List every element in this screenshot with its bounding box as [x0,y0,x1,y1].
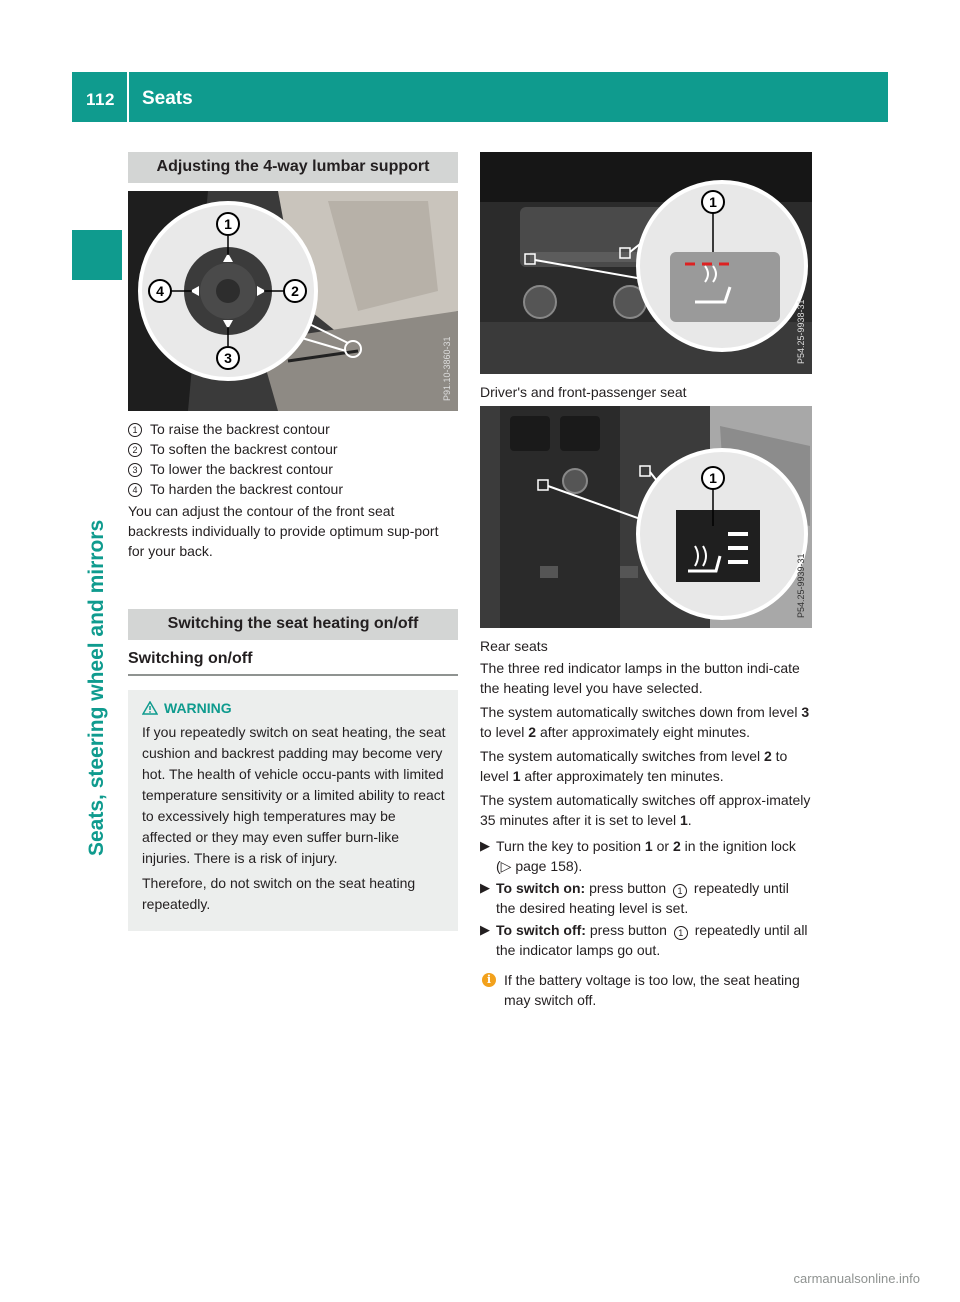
caption-rear: Rear seats [480,638,548,654]
lumbar-photo [128,191,458,411]
step-text [496,920,812,960]
text: after approximately ten minutes. [524,768,724,784]
paragraph-level-2 [480,746,812,786]
caption-front: Driver's and front-passenger seat [480,384,687,400]
warning-paragraph-2: Therefore, do not switch on the seat heating repeatedly. [142,875,416,912]
text: to level [480,724,525,740]
step-label: To switch on: [496,880,586,896]
text: press button [589,880,667,896]
item-text: To raise the backrest contour [150,421,330,437]
warning-icon [142,701,158,715]
left-column [128,152,458,931]
section-heading-heating: Switching the seat heating on/off [128,609,458,640]
item-text: To lower the backrest contour [150,461,333,477]
callout-rear: 1 [709,470,717,486]
text: . [687,812,692,828]
chapter-marker [72,230,122,280]
item-text: To harden the backrest contour [150,481,344,497]
rear-console-illustration [480,406,812,628]
text: repeatedly until the desired heating level is set. [496,880,789,916]
page-number: 112 [86,90,115,109]
page-title: Seats [142,88,193,109]
right-column [480,152,812,1010]
callout-3: 3 [224,350,232,366]
number-badge: 2 [128,443,142,457]
number-badge: 1 [673,884,687,898]
paragraph-level-3 [480,702,812,742]
watermark: carmanualsonline.info [793,1271,920,1286]
number-badge: 3 [128,463,142,477]
image-code-rear: P54.25-9939-31 [796,553,806,618]
image-code-front: P54.25-9938-31 [796,299,806,364]
step-text [496,878,812,918]
lumbar-body: You can adjust the contour of the front seat backrests individually to provide optimum sup-port for your back. [128,503,439,559]
subheading-on-off: Switching on/off [128,650,458,676]
text: press button [589,922,667,938]
page-ref-icon: ▷ [500,858,516,874]
lumbar-item-2 [128,439,458,459]
text: Turn the key to position [496,838,642,854]
lumbar-item-4 [128,479,458,499]
info-text: If the battery voltage is too low, the seat heating may switch off. [504,972,800,1008]
chapter-tab [72,336,122,856]
step-label: To switch off: [496,922,586,938]
level-value: 1 [679,812,688,828]
header-bar [72,72,888,122]
step-arrow-icon: ▶ [480,838,490,853]
step-text [496,836,812,876]
text: The system automatically switches from level [480,748,761,764]
text: or [656,838,670,854]
number-badge: 4 [128,483,142,497]
callout-2: 2 [291,283,299,299]
number-badge: 1 [674,926,688,940]
chapter-title: Seats, steering wheel and mirrors [85,519,108,856]
text: after approximately eight minutes. [539,724,751,740]
level-value: 3 [801,704,810,720]
step-switch-off [480,920,812,960]
number-badge: 1 [128,423,142,437]
text: The system automatically switches down from level [480,704,798,720]
level-value: 2 [528,724,537,740]
level-value: 1 [512,768,521,784]
item-text: To soften the backrest contour [150,441,338,457]
text: The system automatically switches off approx-imately 35 minutes after it is set to level [480,792,811,828]
position-value: 1 [644,838,653,854]
text: in the ignition lock ( [496,838,796,874]
info-note [480,970,812,1010]
page-reference-link[interactable]: page 158). [515,858,583,874]
image-code: P91.10-3860-31 [442,336,452,401]
level-value: 2 [763,748,772,764]
warning-title [142,700,448,716]
front-seat-photo [480,152,812,374]
front-console-illustration [480,152,812,374]
lumbar-item-1 [128,419,458,439]
step-turn-key [480,836,812,876]
warning-box [128,690,458,931]
warning-label: WARNING [164,700,232,716]
step-arrow-icon: ▶ [480,880,490,895]
paragraph-indicator-lamps: The three red indicator lamps in the button indi-cate the heating level you have selected. [480,660,800,696]
callout-front: 1 [709,194,717,210]
text: repeatedly until all the indicator lamps go out. [496,922,808,958]
warning-paragraph-1: If you repeatedly switch on seat heating, the seat cushion and backrest padding may become very hot. The health of vehicle occu-pants with limited temperature sensitivity or a limited ability to react to excessively high temperatures may be affected or they may even suffer burn-like injuries. There is a risk of injury. [142,724,446,866]
step-arrow-icon: ▶ [480,922,490,937]
rear-seat-photo [480,406,812,628]
paragraph-switch-off [480,790,812,830]
lumbar-item-3 [128,459,458,479]
position-value: 2 [672,838,681,854]
callout-1: 1 [224,216,232,232]
section-heading-lumbar: Adjusting the 4-way lumbar support [128,152,458,183]
info-icon: i [482,973,496,987]
lumbar-list [128,419,458,499]
text: to level [480,748,788,784]
step-switch-on [480,878,812,918]
lumbar-illustration [128,191,458,411]
callout-4: 4 [156,283,164,299]
header-divider [127,72,129,122]
